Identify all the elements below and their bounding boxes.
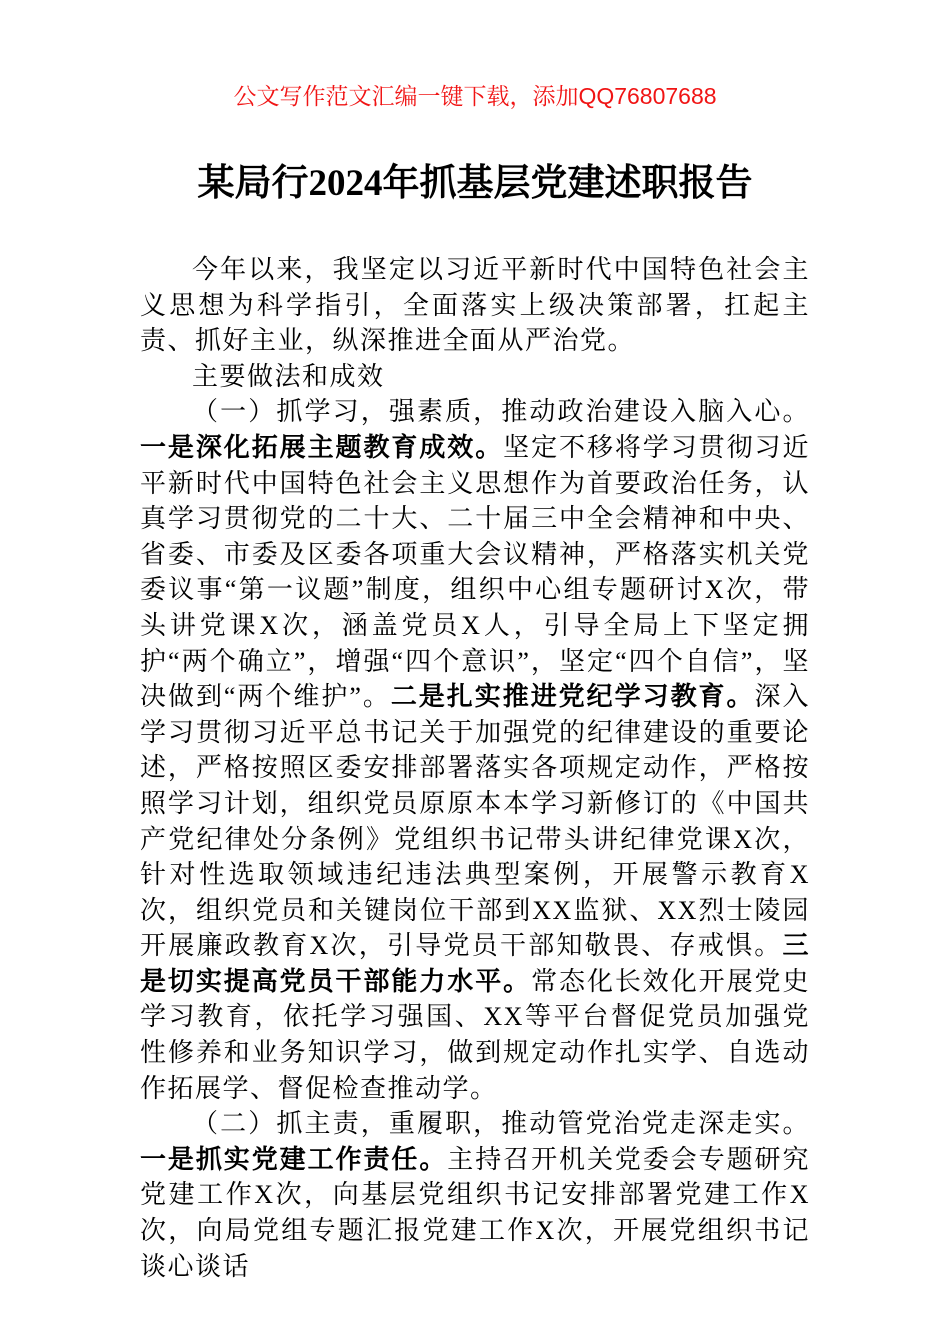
document-title: 某局行2024年抓基层党建述职报告 bbox=[197, 163, 753, 204]
paragraph-section-heading bbox=[140, 359, 810, 395]
paragraph-section-2 bbox=[140, 1106, 810, 1284]
text-run: （二）抓主责，重履职，推动管党治党走深走实。 bbox=[192, 1109, 810, 1139]
text-run: 主持召开机关党委会专题研究党建工作X次，向基层党组织书记安排部署党建工作X次，向局党组专题汇报党建工作X次，开展党组织书记谈心谈话 bbox=[140, 1144, 810, 1281]
text-run: 主要做法和成效 bbox=[192, 361, 385, 391]
paragraph-section-1 bbox=[140, 394, 810, 1106]
header-notice: 公文写作范文汇编一键下载，添加QQ76807688 bbox=[233, 83, 717, 109]
document-body bbox=[140, 252, 810, 1284]
text-run: 坚定不移将学习贯彻习近平新时代中国特色社会主义思想作为首要政治任务，认真学习贯彻党的二十大、二十届三中全会精神和中央、省委、市委及区委各项重大会议精神，严格落实机关党委议事“第一议题”制度，组织中心组专题研讨X次，带头讲党课X次，涵盖党员X人，引导全局上下坚定拥护“两个确立”，增强“四个意识”，坚定“四个自信”，坚决做到“两个维护”。 bbox=[140, 432, 810, 712]
bold-run: 一是深化拓展主题教育成效。 bbox=[140, 432, 504, 462]
paragraph-intro bbox=[140, 252, 810, 359]
bold-run: 一是抓实党建工作责任。 bbox=[140, 1144, 448, 1174]
bold-run: 二是扎实推进党纪学习教育。 bbox=[390, 682, 755, 712]
text-run: 深入学习贯彻习近平总书记关于加强党的纪律建设的重要论述，严格按照区委安排部署落实各项规定动作，严格按照学习计划，组织党员原原本本学习新修订的《中国共产党纪律处分条例》党组织书记带头讲纪律党课X次，针对性选取领域违纪违法典型案例，开展警示教育X次，组织党员和关键岗位干部到XX监狱、XX烈士陵园开展廉政教育X次，引导党员干部知敬畏、存戒惧。 bbox=[140, 682, 810, 961]
bold-run: 三是切实提高党员干部能力水平。 bbox=[140, 931, 810, 996]
text-run: （一）抓学习，强素质，推动政治建设入脑入心。 bbox=[192, 397, 810, 427]
text-run: 常态化长效化开展党史学习教育，依托学习强国、XX等平台督促党员加强党性修养和业务知识学习，做到规定动作扎实学、自选动作拓展学、督促检查推动学。 bbox=[140, 966, 810, 1103]
text-run: 今年以来，我坚定以习近平新时代中国特色社会主义思想为科学指引，全面落实上级决策部署，扛起主责、抓好主业，纵深推进全面从严治党。 bbox=[140, 255, 810, 356]
